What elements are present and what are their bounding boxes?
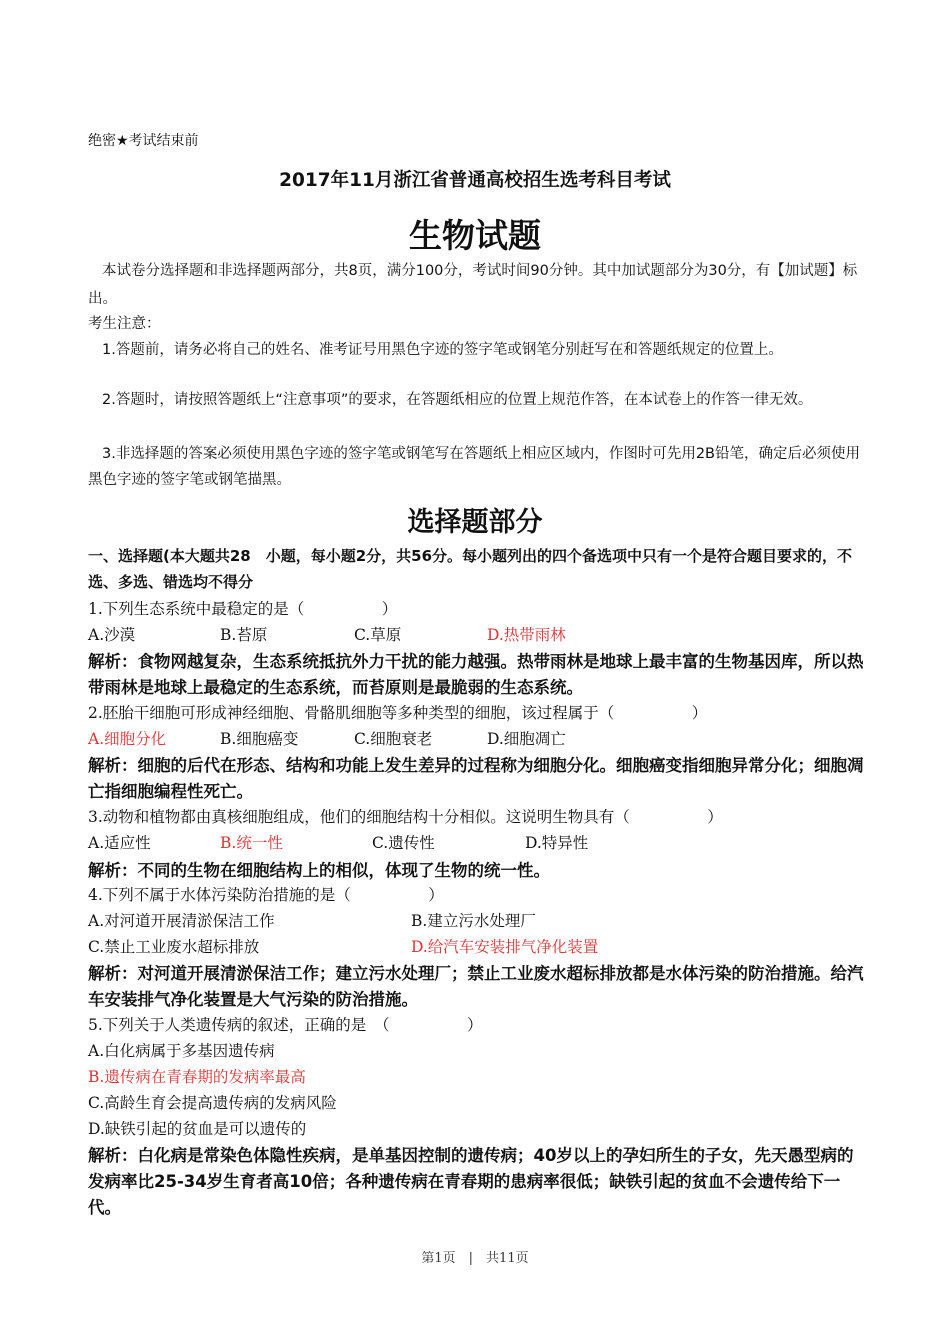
- analysis: 解析：食物网越复杂，生态系统抵抗外力干扰的能力越强。热带雨林是地球上最丰富的生物基因库，所以热带雨林是地球上最稳定的生态系统，而苔原则是最脆弱的生态系统。: [88, 652, 864, 697]
- option-c: C.草原: [354, 626, 402, 644]
- option-c: C.禁止工业废水超标排放: [88, 938, 260, 956]
- option-d: D.特异性: [525, 834, 589, 852]
- exam-title: 2017年11月浙江省普通高校招生选考科目考试: [279, 170, 671, 191]
- option-a: A.适应性: [88, 834, 151, 852]
- option-b: B.苔原: [220, 626, 268, 644]
- option-a-answer: A.细胞分化: [88, 730, 167, 748]
- notice-item: 2.答题时，请按照答题纸上“注意事项”的要求，在答题纸相应的位置上规范作答，在本试卷上的作答一律无效。: [102, 392, 813, 408]
- option-a: A.对河道开展清淤保洁工作: [88, 912, 275, 930]
- question-stem: 4.下列不属于水体污染防治措施的是（ ）: [88, 886, 444, 904]
- section-title: 选择题部分: [407, 507, 543, 538]
- exam-intro: 本试卷分选择题和非选择题两部分，共8页，满分100分，考试时间90分钟。其中加试题部分为30分，有【加试题】标出。: [88, 263, 858, 307]
- option-b: B.建立污水处理厂: [411, 912, 536, 930]
- question-stem: 3.动物和植物都由真核细胞组成，他们的细胞结构十分相似。这说明生物具有（ ）: [88, 808, 723, 826]
- question-stem: 5.下列关于人类遗传病的叙述，正确的是 （ ）: [88, 1016, 483, 1034]
- option-c: C.遗传性: [372, 834, 435, 852]
- notice-item: 3.非选择题的答案必须使用黑色字迹的签字笔或钢笔写在答题纸上相应区域内，作图时可先用2B铅笔，确定后必须使用黑色字迹的签字笔或钢笔描黑。: [88, 446, 861, 488]
- question-stem: 1.下列生态系统中最稳定的是（ ）: [88, 600, 398, 618]
- page-footer: 第1页 | 共11页: [421, 1251, 529, 1266]
- option-a: A.白化病属于多基因遗传病: [88, 1042, 275, 1060]
- option-b-answer: B.统一性: [220, 834, 283, 852]
- option-b-answer: B.遗传病在青春期的发病率最高: [88, 1068, 306, 1086]
- option-c: C.高龄生育会提高遗传病的发病风险: [88, 1094, 337, 1112]
- notice-item: 1.答题前，请务必将自己的姓名、准考证号用黑色字迹的签字笔或钢笔分别赶写在和答题纸规定的位置上。: [102, 342, 783, 358]
- option-d-answer: D.给汽车安装排气净化装置: [411, 938, 599, 956]
- section-instruction: 一、选择题(本大题共28 小题，每小题2分，共56分。每小题列出的四个备选项中只有一个是符合题目要求的，不选、多选、错选均不得分: [88, 547, 853, 591]
- option-d: D.细胞凋亡: [487, 730, 566, 748]
- analysis: 解析：细胞的后代在形态、结构和功能上发生差异的过程称为细胞分化。细胞癌变指细胞异常分化；细胞凋亡指细胞编程性死亡。: [88, 756, 864, 801]
- option-c: C.细胞衰老: [354, 730, 433, 748]
- analysis: 解析：对河道开展清淤保洁工作；建立污水处理厂；禁止工业废水超标排放都是水体污染的防治措施。给汽车安装排气净化装置是大气污染的防治措施。: [88, 964, 864, 1009]
- option-a: A.沙漠: [88, 626, 136, 644]
- analysis: 解析：白化病是常染色体隐性疾病，是单基因控制的遗传病；40岁以上的孕妇所生的子女，先天愚型病的发病率比25-34岁生育者高10倍；各种遗传病在青春期的患病率很低；缺铁引起的贫血不会遗传给下一代。: [88, 1146, 854, 1217]
- option-d: D.缺铁引起的贫血是可以遗传的: [88, 1120, 307, 1138]
- question-stem: 2.胚胎干细胞可形成神经细胞、骨骼肌细胞等多种类型的细胞，该过程属于（ ）: [88, 704, 708, 722]
- analysis: 解析：不同的生物在细胞结构上的相似，体现了生物的统一性。: [88, 861, 550, 880]
- notice-label: 考生注意：: [88, 316, 161, 332]
- option-d-answer: D.热带雨林: [487, 626, 566, 644]
- subject-title: 生物试题: [409, 216, 541, 255]
- confidential-header: 绝密★考试结束前: [88, 133, 199, 149]
- option-b: B.细胞癌变: [220, 730, 299, 748]
